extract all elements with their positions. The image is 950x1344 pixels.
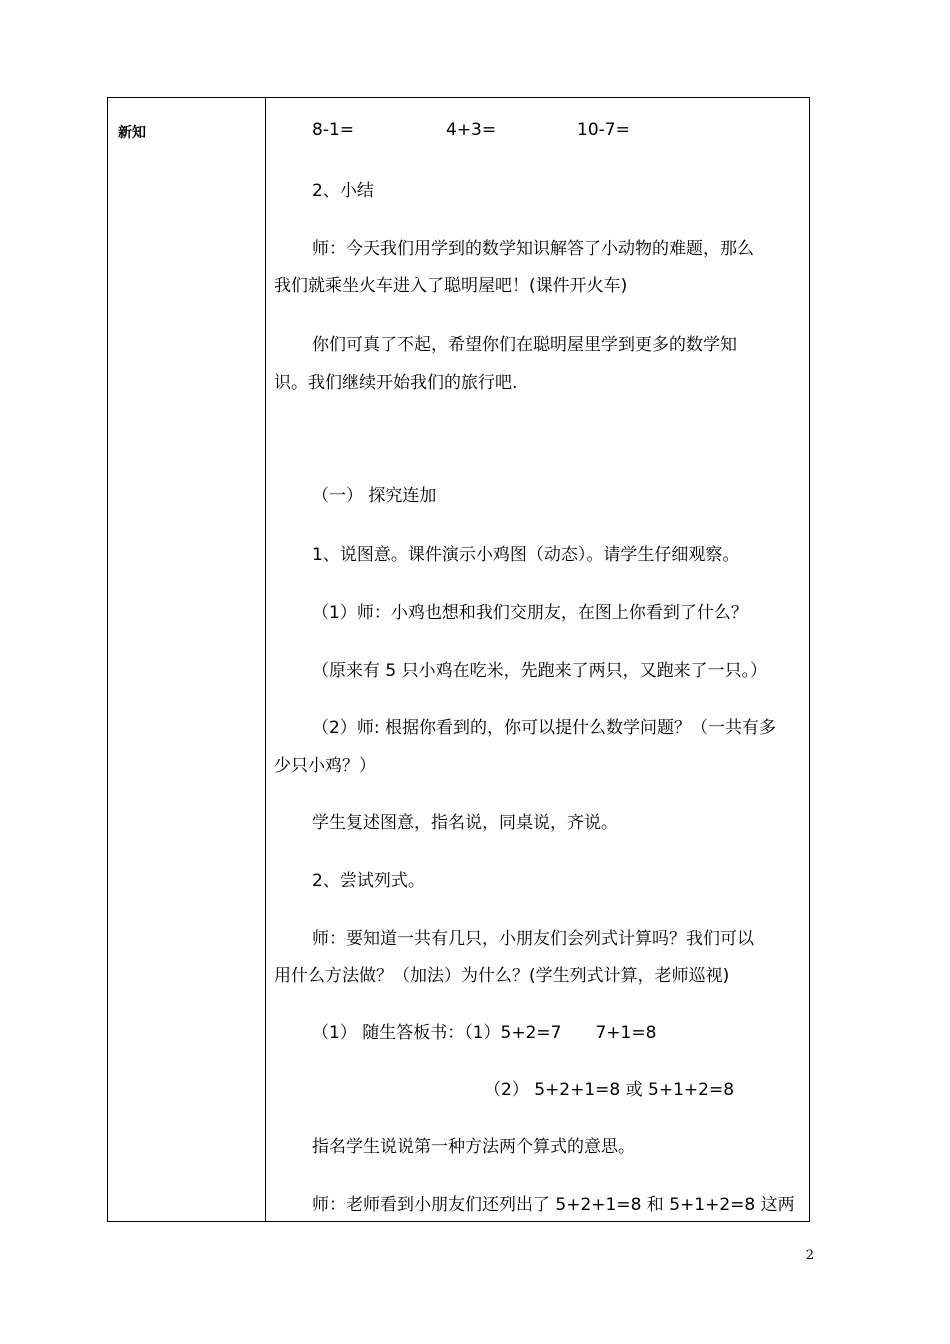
equation-2: 4+3= xyxy=(446,120,497,140)
column-divider xyxy=(265,98,266,1221)
text-line: 识。我们继续开始我们的旅行吧. xyxy=(274,373,518,393)
text-line: 学生复述图意，指名说，同桌说，齐说。 xyxy=(312,813,618,833)
text-line: 2、小结 xyxy=(312,181,374,201)
text-line: 师：要知道一共有几只，小朋友们会列式计算吗？我们可以 xyxy=(312,929,754,949)
text-line: 1、说图意。课件演示小鸡图（动态）。请学生仔细观察。 xyxy=(312,545,740,565)
text-line: 少只小鸡？） xyxy=(274,756,376,776)
text-line: （2） 5+2+1=8 或 5+1+2=8 xyxy=(484,1080,735,1100)
lesson-table xyxy=(107,97,810,1222)
text-line: （2）师: 根据你看到的，你可以提什么数学问题？（一共有多 xyxy=(312,718,776,738)
text-line: （1） 随生答板书：（1）5+2=7 7+1=8 xyxy=(312,1023,657,1043)
text-line: （原来有 5 只小鸡在吃米，先跑来了两只，又跑来了一只。） xyxy=(312,661,768,681)
page-number: 2 xyxy=(805,1248,814,1263)
text-line: 指名学生说说第一种方法两个算式的意思。 xyxy=(312,1137,635,1157)
text-line: 师：老师看到小朋友们还列出了 5+2+1=8 和 5+1+2=8 这两 xyxy=(312,1195,795,1215)
section-heading: （一） 探究连加 xyxy=(312,486,437,506)
text-line: （1）师：小鸡也想和我们交朋友，在图上你看到了什么？ xyxy=(312,603,748,623)
text-line: 用什么方法做？（加法）为什么？(学生列式计算，老师巡视) xyxy=(274,966,730,986)
text-line: 师：今天我们用学到的数学知识解答了小动物的难题，那么 xyxy=(312,239,754,259)
section-label: 新知 xyxy=(118,125,146,141)
equation-3: 10-7= xyxy=(577,120,630,140)
text-line: 你们可真了不起，希望你们在聪明屋里学到更多的数学知 xyxy=(312,335,737,355)
text-line: 2、尝试列式。 xyxy=(312,871,425,891)
text-line: 我们就乘坐火车进入了聪明屋吧！(课件开火车) xyxy=(274,276,628,296)
equation-1: 8-1= xyxy=(312,120,355,140)
